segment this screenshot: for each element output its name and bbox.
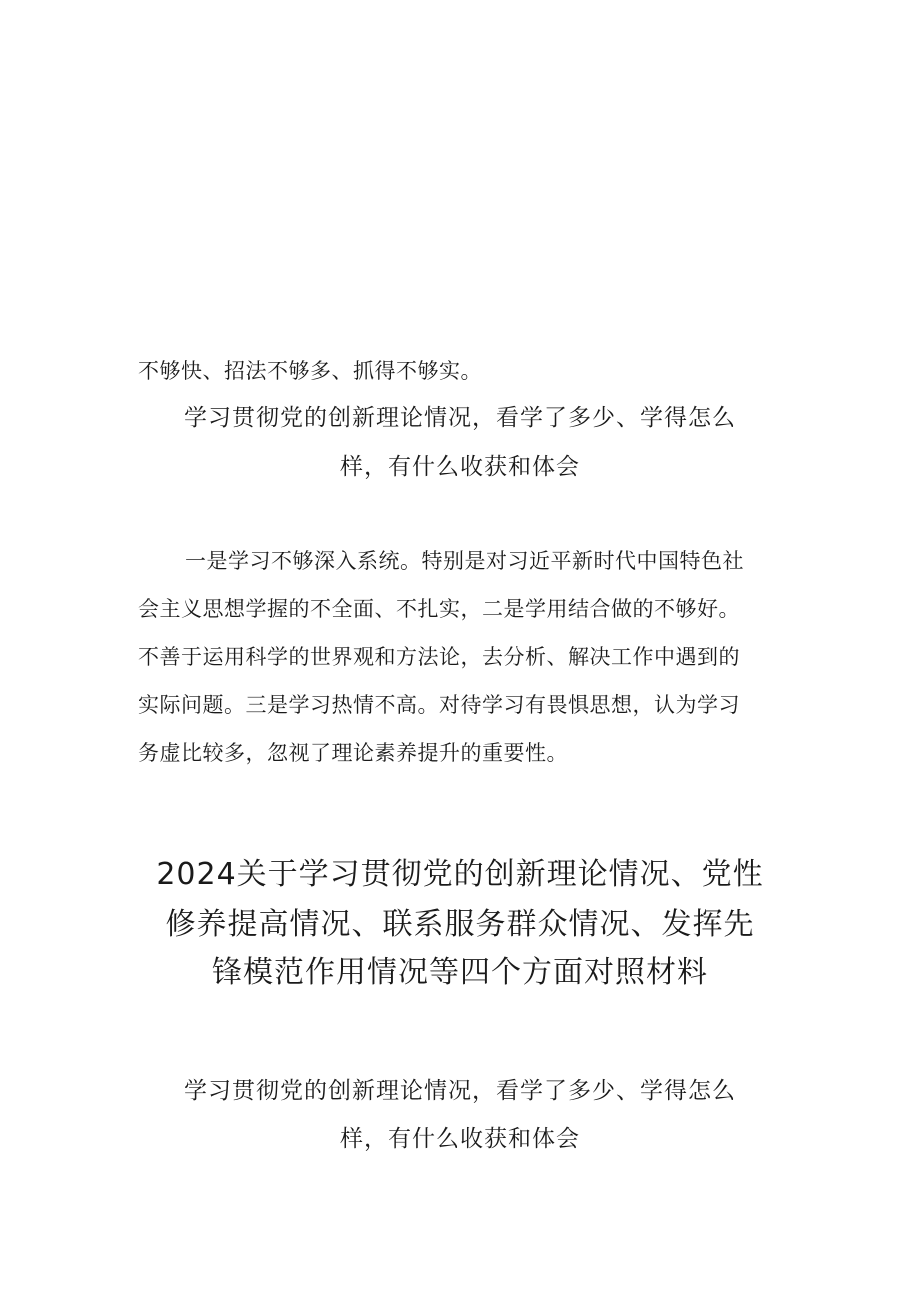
paragraph-line: 实际问题。三是学习热情不高。对待学习有畏惧思想，认为学习 [138,693,740,717]
section-heading-line-1: 学习贯彻党的创新理论情况，看学了多少、学得怎么 [184,1078,736,1104]
paragraph-line: 会主义思想学握的不全面、不扎实，二是学用结合做的不够好。 [138,597,740,621]
section-heading-line-1: 学习贯彻党的创新理论情况，看学了多少、学得怎么 [184,405,736,431]
section-heading-line-2: 样，有什么收获和体会 [340,454,580,480]
section-heading-line-2: 样，有什么收获和体会 [340,1126,580,1152]
document-title-line-2: 修养提高情况、联系服务群众情况、发挥先 [165,907,755,942]
document-title-line-3: 锋模范作用情况等四个方面对照材料 [212,955,708,990]
fragment-line: 不够快、招法不够多、抓得不够实。 [138,359,482,383]
document-title-line-1: 2024关于学习贯彻党的创新理论情况、党性 [156,857,764,892]
paragraph-line: 一是学习不够深入系统。特别是对习近平新时代中国特色社 [185,549,744,573]
paragraph-line: 不善于运用科学的世界观和方法论，去分析、解决工作中遇到的 [138,645,740,669]
paragraph-line: 务虚比较多，忽视了理论素养提升的重要性。 [138,741,568,765]
